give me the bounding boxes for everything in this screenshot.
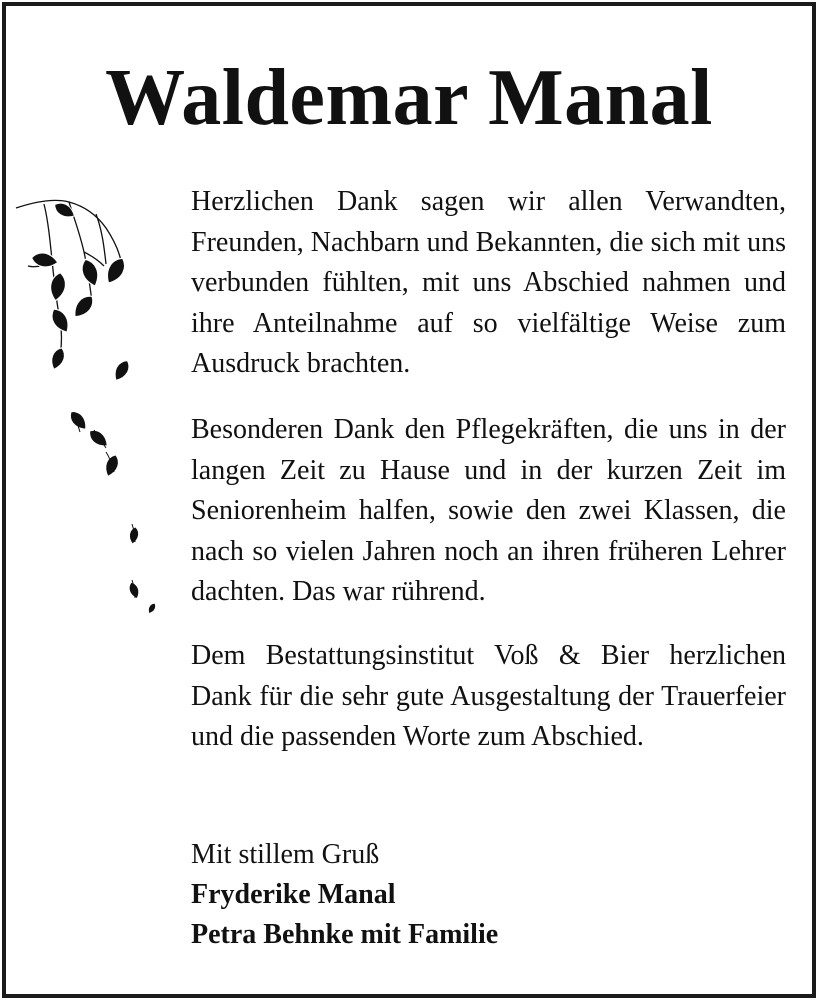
signatory-name: Petra Behnke mit Familie — [191, 919, 499, 950]
falling-leaves-branch-icon — [14, 190, 164, 630]
closing-greeting: Mit stillem Gruß — [191, 839, 380, 870]
thanks-paragraph-funeral-home: Dem Bestattungsinstitut Voß & Bier herzlichen Dank für die sehr gute Ausgestaltung der Trauerfeier und die passenden Worte zum Abschied. — [191, 640, 786, 752]
thanks-paragraph-caregivers: Besonderen Dank den Pflegekräften, die uns in der langen Zeit zu Hause und in der kurzen Zeit im Seniorenheim halfen, sowie den zwei Klassen, die nach so vielen Jahren noch an ihren früheren Lehrer dachten. Das war rührend. — [191, 414, 786, 607]
closing-block — [191, 835, 786, 955]
thanks-paragraph-relatives: Herzlichen Dank sagen wir allen Verwandten, Freunden, Nachbarn und Bekannten, die sich mit uns verbunden fühlten, mit uns Abschied nahmen und ihre Anteilnahme auf so vielfältige Weise zum Ausdruck brachten. — [191, 186, 786, 379]
deceased-name-title: Waldemar Manal — [105, 54, 713, 142]
signatory-name: Fryderike Manal — [191, 879, 396, 910]
